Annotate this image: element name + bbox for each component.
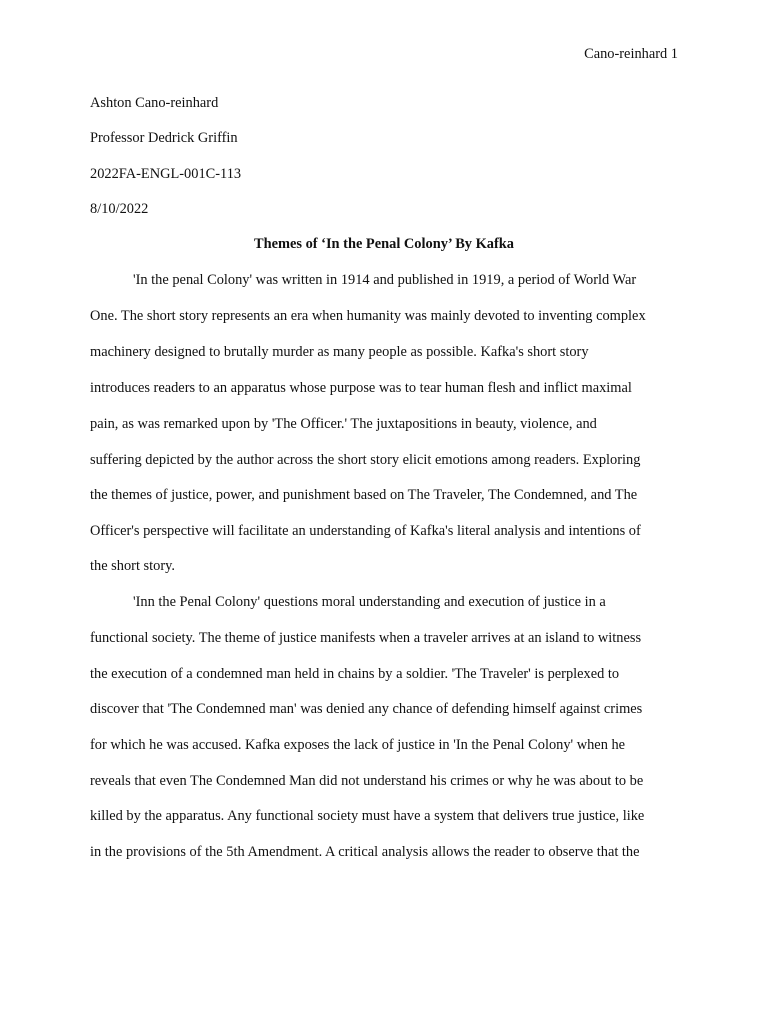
paragraph-line: the execution of a condemned man held in chains by a soldier. 'The Traveler' is perplexed to — [90, 666, 620, 682]
paragraph-line: the themes of justice, power, and punishment based on The Traveler, The Condemned, and The — [90, 487, 638, 503]
essay-title: Themes of ‘In the Penal Colony’ By Kafka — [254, 236, 514, 252]
paragraph-line: One. The short story represents an era when humanity was mainly devoted to inventing complex — [90, 308, 646, 324]
paragraph-line: in the provisions of the 5th Amendment. A critical analysis allows the reader to observe that the — [90, 844, 640, 860]
paragraph-line: Officer's perspective will facilitate an understanding of Kafka's literal analysis and intentions of — [90, 523, 641, 539]
paragraph-line: for which he was accused. Kafka exposes the lack of justice in 'In the Penal Colony' when he — [90, 737, 626, 753]
paragraph-line: discover that 'The Condemned man' was denied any chance of defending himself against crimes — [90, 701, 643, 717]
date: 8/10/2022 — [90, 201, 149, 217]
paragraph-line: machinery designed to brutally murder as many people as possible. Kafka's short story — [90, 344, 589, 360]
course-code: 2022FA-ENGL-001C-113 — [90, 166, 242, 182]
author-name: Ashton Cano-reinhard — [90, 95, 219, 111]
paragraph-line: functional society. The theme of justice manifests when a traveler arrives at an island to witness — [90, 630, 642, 646]
paragraph-line: killed by the apparatus. Any functional society must have a system that delivers true justice, like — [90, 808, 645, 824]
paragraph-line: the short story. — [90, 558, 176, 574]
running-head: Cano-reinhard 1 — [584, 46, 678, 62]
paragraph-line: suffering depicted by the author across the short story elicit emotions among readers. Exploring — [90, 452, 641, 468]
paragraph-line: reveals that even The Condemned Man did not understand his crimes or why he was about to be — [90, 773, 644, 789]
paragraph-line: introduces readers to an apparatus whose purpose was to tear human flesh and inflict maximal — [90, 380, 632, 396]
paragraph-line: 'In the penal Colony' was written in 1914 and published in 1919, a period of World War — [133, 272, 637, 288]
paragraph-line: pain, as was remarked upon by 'The Officer.' The juxtapositions in beauty, violence, and — [90, 416, 597, 432]
paragraph-line: 'Inn the Penal Colony' questions moral understanding and execution of justice in a — [133, 594, 606, 610]
professor-name: Professor Dedrick Griffin — [90, 130, 238, 146]
